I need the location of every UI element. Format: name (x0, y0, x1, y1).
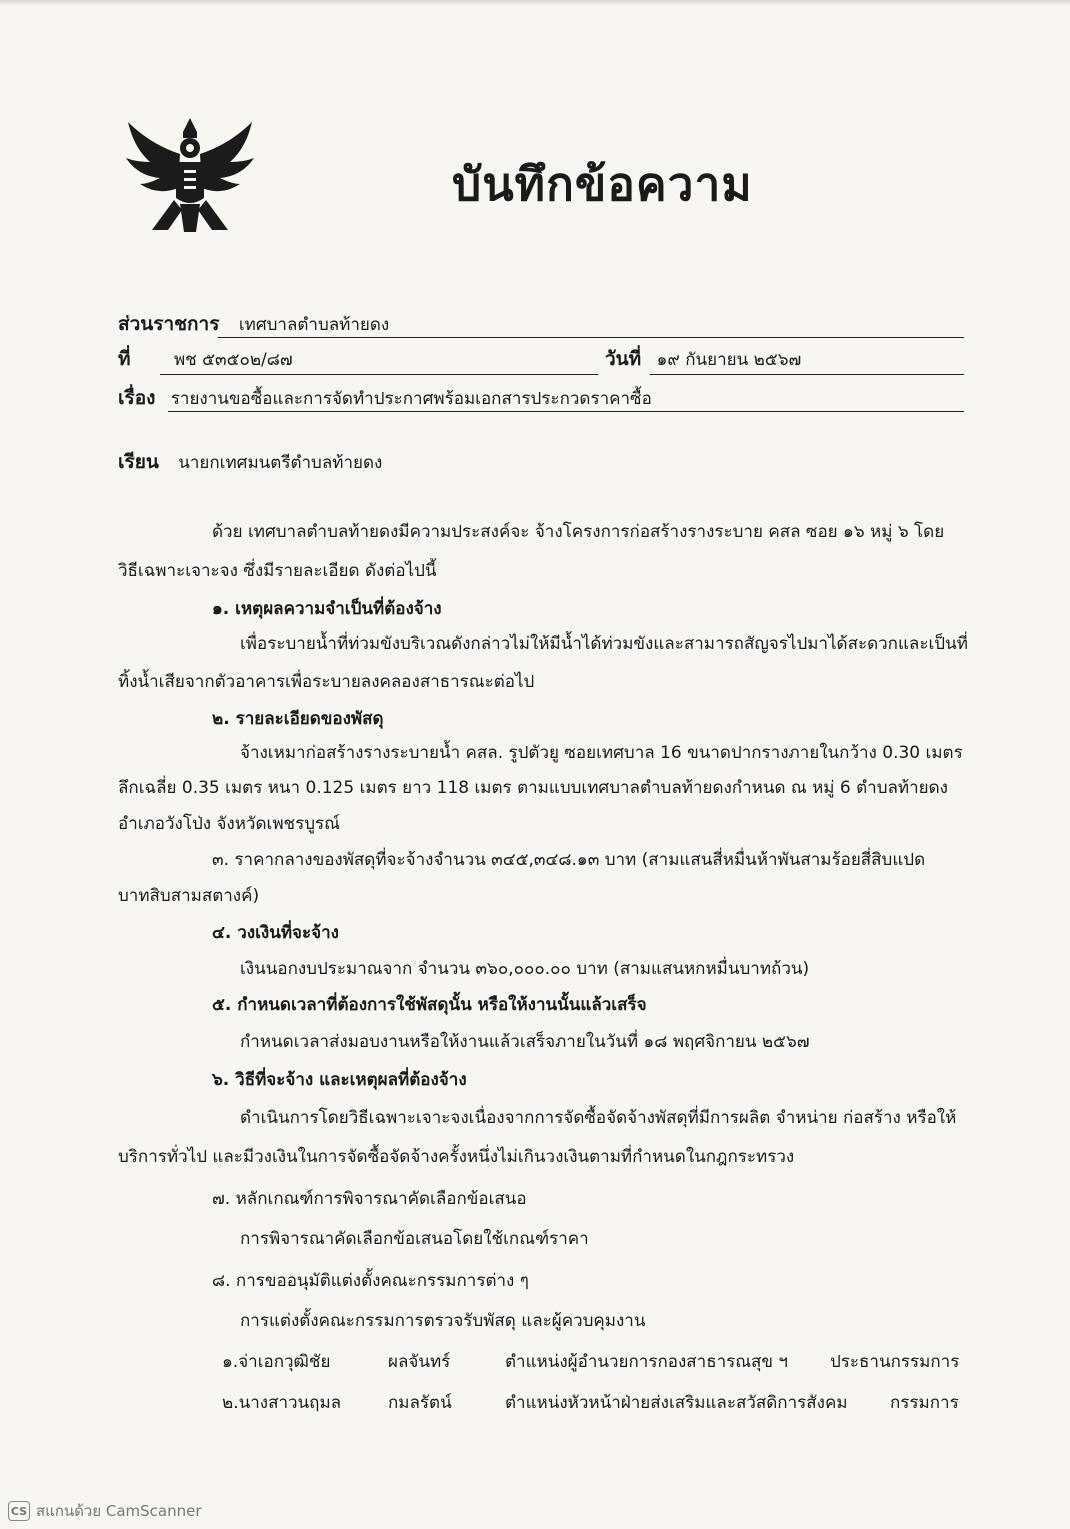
committee-role: ประธานกรรมการ (830, 1352, 960, 1372)
date-value: ๑๙ กันยายน ๒๕๖๗ (656, 350, 802, 370)
body-line: ๓. ราคากลางของพัสดุที่จะจ้างจำนวน ๓๔๕,๓๔๘.๑๓ บาท (สามแสนสี่หมื่นห้าพันสามร้อยสี่สิบแปด (212, 850, 926, 870)
section-heading: ๑. เหตุผลความจำเป็นที่ต้องจ้าง (212, 599, 442, 619)
committee-role: กรรมการ (890, 1393, 959, 1413)
body-line: ลึกเฉลี่ย 0.35 เมตร หนา 0.125 เมตร ยาว 118 เมตร ตามแบบเทศบาลตำบลท้ายดงกำหนด ณ หมู่ 6 ตำบลท้ายดง (118, 778, 948, 798)
body-line: บาทสิบสามสตางค์) (118, 886, 260, 906)
section-heading: ๗. หลักเกณฑ์การพิจารณาคัดเลือกข้อเสนอ (212, 1189, 527, 1209)
body-line: ทิ้งน้ำเสียจากตัวอาคารเพื่อระบายลงคลองสาธารณะต่อไป (118, 672, 535, 692)
camscanner-watermark (8, 1499, 202, 1523)
ref-value: พช ๕๓๕๐๒/๘๗ (173, 350, 293, 370)
subject-value: รายงานขอซื้อและการจัดทำประกาศพร้อมเอกสารประกวดราคาซื้อ (170, 389, 652, 409)
body-line: ดำเนินการโดยวิธีเฉพาะเจาะจงเนื่องจากการจัดซื้อจัดจ้างพัสดุที่มีการผลิต จำหน่าย ก่อสร้าง หรือให้ (240, 1108, 957, 1128)
camscanner-logo-icon: CS (8, 1501, 30, 1521)
body-line: การแต่งตั้งคณะกรรมการตรวจรับพัสดุ และผู้ควบคุมงาน (240, 1311, 646, 1331)
committee-last-name: กมลรัตน์ (388, 1393, 452, 1413)
camscanner-text: สแกนด้วย CamScanner (36, 1502, 202, 1520)
body-line: ด้วย เทศบาลตำบลท้ายดงมีความประสงค์จะ จ้างโครงการก่อสร้างรางระบาย คสล ซอย ๑๖ หมู่ ๖ โดย (212, 522, 945, 542)
body-line: อำเภอวังโป่ง จังหวัดเพชรบูรณ์ (118, 814, 340, 834)
agency-value: เทศบาลตำบลท้ายดง (238, 315, 390, 335)
section-heading: ๔. วงเงินที่จะจ้าง (212, 923, 339, 943)
body-line: เพื่อระบายน้ำที่ท่วมขังบริเวณดังกล่าวไม่ให้มีน้ำได้ท่วมขังและสามารถสัญจรไปมาได้สะดวกและเป็นที่ (240, 634, 968, 654)
ref-rule (160, 374, 598, 375)
subject-label: เรื่อง (118, 387, 156, 409)
salutation-row (118, 447, 382, 477)
committee-position: ตำแหน่งผู้อำนวยการกองสาธารณสุข ฯ (505, 1352, 788, 1372)
section-heading: ๘. การขออนุมัติแต่งตั้งคณะกรรมการต่าง ๆ (212, 1271, 529, 1291)
agency-rule (218, 337, 964, 338)
committee-position: ตำแหน่งหัวหน้าฝ่ายส่งเสริมและสวัสดิการสังคม (505, 1393, 848, 1413)
subject-rule (168, 411, 964, 412)
agency-row (118, 309, 389, 339)
scan-edge (0, 0, 1070, 6)
body-line: จ้างเหมาก่อสร้างรางระบายน้ำ คสล. รูปตัวยู ซอยเทศบาล 16 ขนาดปากรางภายในกว้าง 0.30 เมตร (240, 743, 963, 763)
section-heading: ๕. กำหนดเวลาที่ต้องการใช้พัสดุนั้น หรือให้งานนั้นแล้วเสร็จ (212, 995, 647, 1015)
ref-label: ที่ (118, 348, 131, 370)
subject-row (118, 383, 652, 413)
salutation-label: เรียน (118, 451, 159, 473)
ref-row (118, 344, 293, 374)
committee-first-name: ๒.นางสาวนฤมล (222, 1393, 342, 1413)
committee-last-name: ผลจันทร์ (388, 1352, 451, 1372)
body-line: วิธีเฉพาะเจาะจง ซึ่งมีรายละเอียด ดังต่อไปนี้ (118, 561, 437, 581)
date-rule (650, 374, 964, 375)
body-line: เงินนอกงบประมาณจาก จำนวน ๓๖๐,๐๐๐.๐๐ บาท (สามแสนหกหมื่นบาทถ้วน) (240, 959, 810, 979)
committee-first-name: ๑.จ่าเอกวุฒิชัย (222, 1352, 331, 1372)
garuda-emblem-icon (120, 104, 260, 244)
memo-title: บันทึกข้อความ (452, 157, 753, 211)
body-line: กำหนดเวลาส่งมอบงานหรือให้งานแล้วเสร็จภายในวันที่ ๑๘ พฤศจิกายน ๒๕๖๗ (240, 1032, 810, 1052)
salutation-value: นายกเทศมนตรีตำบลท้ายดง (178, 453, 383, 473)
section-heading: ๒. รายละเอียดของพัสดุ (212, 709, 384, 729)
agency-label: ส่วนราชการ (118, 313, 220, 335)
date-label: วันที่ (605, 348, 642, 370)
body-line: บริการทั่วไป และมีวงเงินในการจัดซื้อจัดจ้างครั้งหนึ่งไม่เกินวงเงินตามที่กำหนดในกฎกระทรวง (118, 1147, 795, 1167)
date-row (605, 344, 801, 374)
section-heading: ๖. วิธีที่จะจ้าง และเหตุผลที่ต้องจ้าง (212, 1070, 467, 1090)
body-line: การพิจารณาคัดเลือกข้อเสนอโดยใช้เกณฑ์ราคา (240, 1229, 589, 1249)
